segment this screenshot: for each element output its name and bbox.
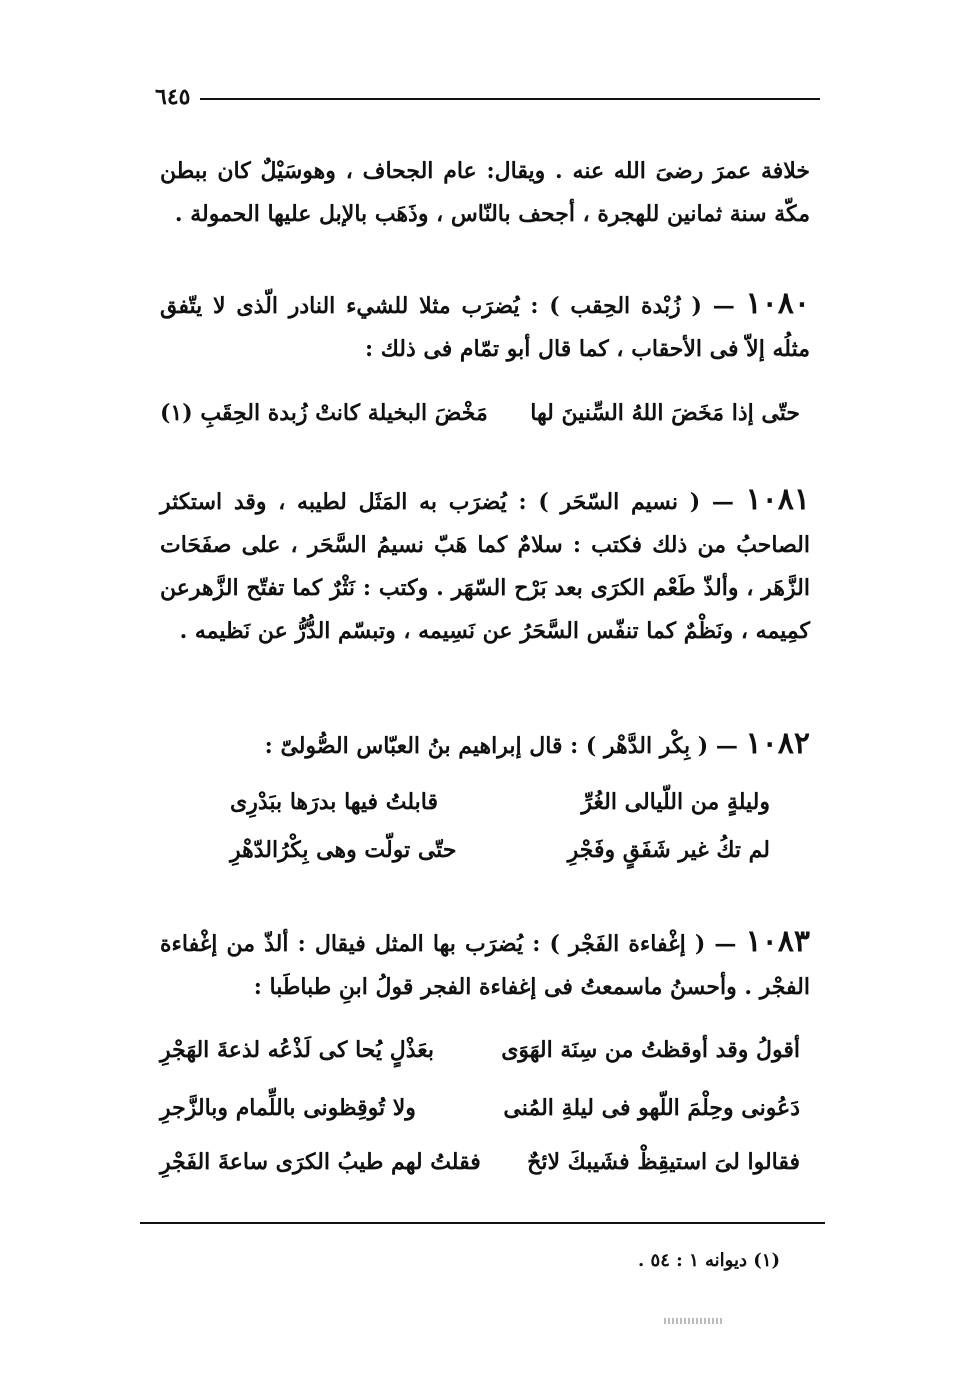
entry-number: ١٠٨٠ [745,286,810,321]
verse-second-hemistich: مَخْضَ البخيلة كانتْ زُبدة الحِقَبِ (١) [160,400,488,426]
verse-first-hemistich: أقولُ وقد أوقظتُ من سِنَة الهَوَى [501,1037,800,1063]
verse-second-hemistich: فقلتُ لهم طيبُ الكرَى ساعةَ الفَجْرِ [160,1149,481,1175]
verse-line [160,393,800,433]
verse-line [160,1142,800,1182]
intro-paragraph: خلافة عمرَ رضىَ الله عنه . ويقال: عام الجحاف ، وهوسَيْلٌ كان ببطن مكّة سنة ثمانين للهجرة ، أجحف بالنّاس ، وذَهَب بالإبل عليها الحمولة . [160,158,810,227]
entry-number: ١٠٨٣ [745,924,810,959]
entry-number: ١٠٨٢ [745,726,810,761]
entry-1082-paragraph [230,722,810,768]
verse-line [160,1088,800,1128]
footnote-rule [140,1222,825,1224]
verse-line [230,782,770,822]
entry-text: — ( زُبْدة الحِقب ) : يُضرَب مثلا للشيء النادر الّذى لا يتّفق مثلُه إلاّ فى الأحقاب ، كما قال أبو تمّام فى ذلك : [160,293,810,362]
verse-second-hemistich: قابلتُ فيها بدرَها ببَدْرِى [230,789,438,815]
verse-first-hemistich: دَعُونى وحِلْمَ اللّهو فى ليلةِ المُنى [503,1095,800,1121]
verse-line [230,830,770,870]
entry-number: ١٠٨١ [745,482,810,517]
page-header [155,82,820,112]
entry-1083-paragraph [160,920,810,1009]
verse-first-hemistich: وليلةٍ من اللّيالى الغُرِّ [581,789,770,815]
header-rule [200,98,820,100]
entry-text: — ( بِكْر الدَّهْر ) : قال إبراهيم بنُ العبّاس الصُّولىّ : [264,733,738,759]
verse-second-hemistich: ولا تُوقِظونى باللِّمام وبالزَّجرِ [160,1095,416,1121]
verse-first-hemistich: لم تكُ غير شَفَقٍ وفَجْرِ [567,837,770,863]
entry-1081-paragraph [160,478,810,653]
verse-first-hemistich: فقالوا لىَ استيقِظْ فشَيبكَ لائحٌ [527,1149,800,1175]
verse-second-hemistich: حتّى تولّت وهى بِكْرُالدّهْرِ [230,837,457,863]
scan-mark [664,1318,724,1324]
footnote: (١) ديوانه ١ : ٥٤ . [638,1250,780,1271]
entry-text: — ( نسيم السّحَر ) : يُضرَب به المَثَل لطيبه ، وقد استكثر الصاحبُ من ذلك فكتب : سلامٌ كما هَبّ نسيمُ السَّحَر ، على صفَحَات الزَّهَر ، وألذّ طَعْم الكرَى بعد بَرْح السّهَر . وكتب : نَثْرٌ كما تفتّح الزَّهرعن كمِيمه ، ونَظْمٌ كما تنفّس السَّحَرُ عن نَسِيمه ، وتبسّم الدُّرُّ عن نَظيمه . [160,489,810,644]
entry-1080-paragraph [160,282,810,371]
verse-second-hemistich: بعَذْلٍ يُحا كى لَذْعُه لذعةَ الهَجْرِ [160,1037,435,1063]
page-number: ٦٤٥ [155,84,191,110]
verse-line [160,1030,800,1070]
verse-first-hemistich: حتّى إذا مَخَضَ اللهُ السِّنينَ لها [530,400,800,426]
entry-text: — ( إغْفاءة الفَجْر ) : يُضرَب بها المثل فيقال : ألذّ من إغْفاءة الفجْر . وأحسنُ ماسمعتُ فى إغفاءة الفجر قولُ ابنِ طباطَبا : [160,931,810,1000]
